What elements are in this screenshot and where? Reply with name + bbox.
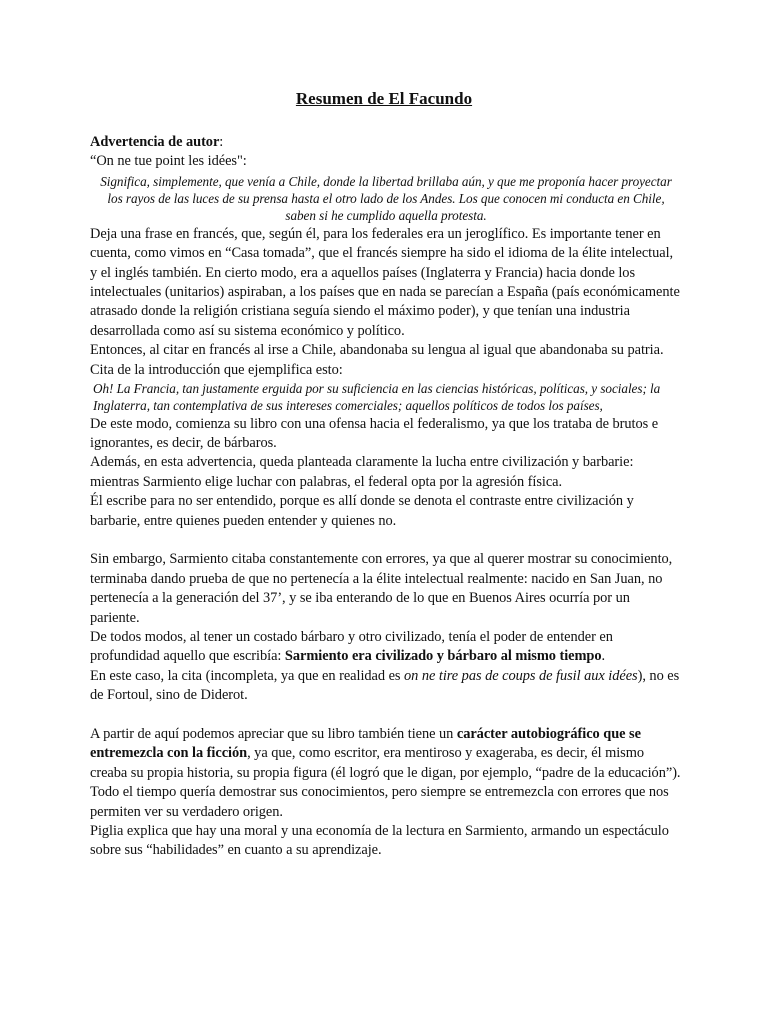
epigraph-quote: Significa, simplemente, que venía a Chile, donde la libertad brillaba aún, y que me proponía hacer proyectar los rayos de las luces de su prensa hasta el otro lado de los Andes. Los que conocen mi conducta en Chile, saben si he cumplido aquella protesta. <box>100 173 672 224</box>
paragraph-1: Deja una frase en francés, que, según él, para los federales era un jeroglífico. Es importante tener en cuenta, como vimos en “Casa tomada”, que el francés siempre ha sido el idioma de la élite intelectual, y el inglés también. En cierto modo, era a aquellos países (Inglaterra y Francia) hacia donde los intelectuales (unitarios) aspiraban, a los países que en nada se parecían a España (país económicamente atrasado donde la religión cristiana seguía siendo el máximo poder), y que tenían una industria desarrollada como así su sistema económico y político. <box>90 225 680 339</box>
paragraph-10-bold: carácter autobiográfico que se entremezcla con la ficción <box>90 726 641 762</box>
paragraph-6: Él escribe para no ser entendido, porque es allí donde se denota el contraste entre civilización y barbarie, entre quienes pueden entender y quienes no. <box>90 493 634 529</box>
paragraph-4: De este modo, comienza su libro con una ofensa hacia el federalismo, ya que los trataba de brutos e ignorantes, es decir, de bárbaros. <box>90 415 659 451</box>
document-title: Resumen de El Facundo <box>295 89 473 108</box>
paragraph-9 <box>90 667 682 706</box>
paragraph-10 <box>90 725 682 822</box>
introduction-quote: Oh! La Francia, tan justamente erguida por su suficiencia en las ciencias históricas, políticas, y sociales; la Inglaterra, tan contemplativa de sus intereses comerciales; aquellos políticos de todos los países, <box>93 380 661 414</box>
paragraph-5: Además, en esta advertencia, queda planteada claramente la lucha entre civilización y barbarie: mientras Sarmiento elige luchar con palabras, el federal opta por la agresión física. <box>90 454 634 490</box>
blank-line <box>90 531 682 550</box>
section-heading-colon: : <box>219 134 224 150</box>
document-body <box>90 133 682 861</box>
paragraph-8-text: De todos modos, al tener un costado bárbaro y otro civilizado, tenía el poder de entender en profundidad aquello que escribía: <box>90 629 613 665</box>
paragraph-9-text: En este caso, la cita (incompleta, ya que en realidad es <box>90 667 405 684</box>
paragraph-8-bold: Sarmiento era civilizado y bárbaro al mismo tiempo <box>284 648 602 665</box>
section-heading: Advertencia de autor <box>90 134 220 150</box>
epigraph: “On ne tue point les idées": <box>90 153 247 170</box>
paragraph-2: Entonces, al citar en francés al irse a Chile, abandonaba su lengua al igual que abandonaba su patria. <box>90 342 664 359</box>
paragraph-7: Sin embargo, Sarmiento citaba constantemente con errores, ya que al querer mostrar su conocimiento, terminaba dando prueba de que no pertenecía a la élite intelectual realmente: nacido en San Juan, no pertenecía a la generación del 37’, y se iba enterando de lo que en Buenos Aires ocurría por un pariente. <box>90 551 673 626</box>
paragraph-10-text: A partir de aquí podemos apreciar que su libro también tiene un <box>90 726 457 743</box>
paragraph-11: Piglia explica que hay una moral y una economía de la lectura en Sarmiento, armando un espectáculo sobre sus “habilidades” en cuanto a su aprendizaje. <box>90 823 669 859</box>
paragraph-9-italic: on ne tire pas de coups de fusil aux idées <box>404 667 638 684</box>
paragraph-8 <box>90 628 682 667</box>
section-heading-line <box>90 133 682 152</box>
paragraph-3: Cita de la introducción que ejemplifica esto: <box>90 361 343 378</box>
paragraph-8-end: . <box>601 648 606 665</box>
paragraph-9-end: ), no es de Fortoul, sino de Diderot. <box>90 667 680 704</box>
blank-line <box>90 706 682 725</box>
paragraph-10-end: , ya que, como escritor, era mentiroso y exageraba, es decir, él mismo creaba su propia historia, su propia figura (él logró que le digan, por ejemplo, “padre de la educación”). Todo el tiempo quería demostrar sus conocimientos, pero siempre se entremezcla con errores que nos permiten ver su verdadero origen. <box>90 745 681 820</box>
